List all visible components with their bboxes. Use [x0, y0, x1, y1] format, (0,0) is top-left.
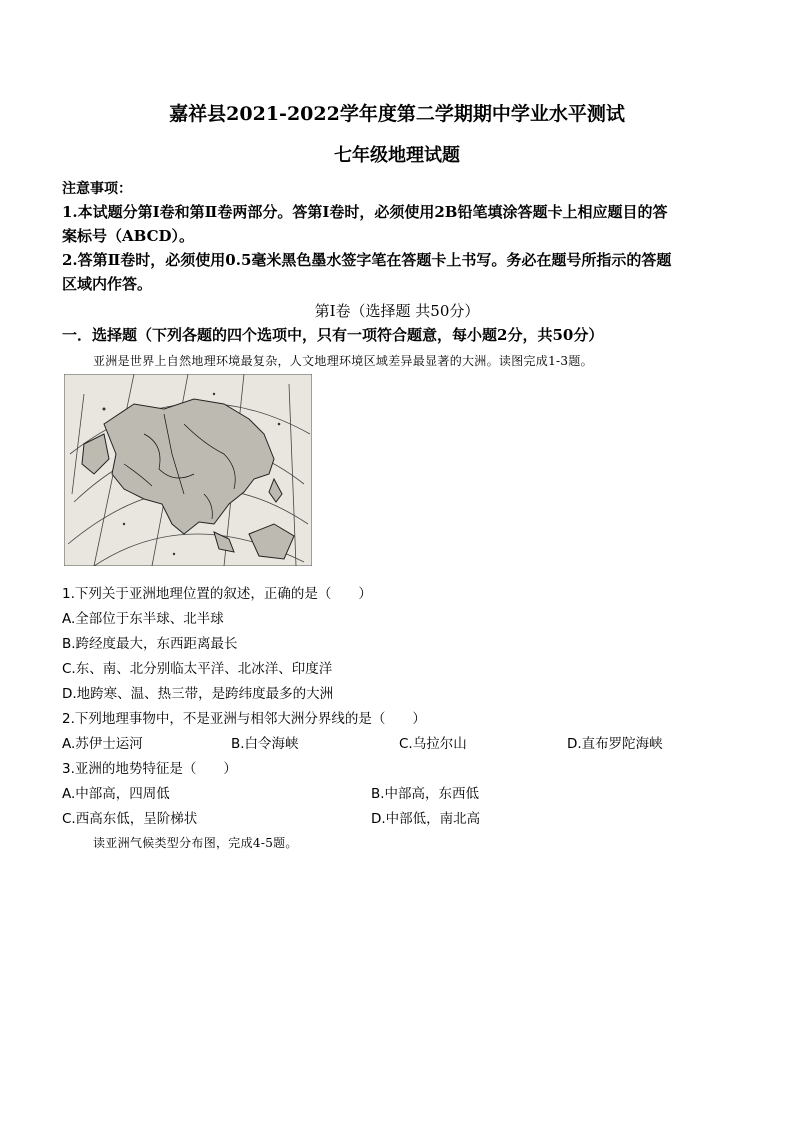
asia-map-image	[64, 374, 312, 566]
question-1-option-c[interactable]: C.东、南、北分别临太平洋、北冰洋、印度洋	[62, 661, 333, 677]
question-3-option-d[interactable]: D.中部低，南北高	[371, 811, 481, 827]
section-instruction: 一．选择题（下列各题的四个选项中，只有一项符合题意，每小题2分，共50分）	[62, 326, 604, 344]
question-group-intro-2: 读亚洲气候类型分布图，完成4-5题。	[93, 836, 298, 850]
question-2-option-b[interactable]: B.白令海峡	[231, 736, 299, 752]
question-1-option-b[interactable]: B.跨经度最大，东西距离最长	[62, 636, 238, 652]
question-3-option-c[interactable]: C.西高东低，呈阶梯状	[62, 811, 198, 827]
notice-item-2-line-2: 区域内作答。	[62, 275, 153, 293]
question-group-intro: 亚洲是世界上自然地理环境最复杂，人文地理环境区域差异最显著的大洲。读图完成1-3题。	[93, 354, 593, 368]
question-3-option-a[interactable]: A.中部高，四周低	[62, 786, 170, 802]
question-1-option-a[interactable]: A.全部位于东半球、北半球	[62, 611, 224, 627]
question-2-option-d[interactable]: D.直布罗陀海峡	[567, 736, 663, 752]
page-title: 嘉祥县2021-2022学年度第二学期期中学业水平测试	[169, 103, 625, 125]
question-3-stem: 3.亚洲的地势特征是（ ）	[62, 761, 237, 777]
notice-item-1-line-2: 案标号（ABCD）。	[62, 227, 195, 245]
question-2-option-a[interactable]: A.苏伊士运河	[62, 736, 143, 752]
page-subtitle: 七年级地理试题	[334, 145, 460, 166]
notice-item-1-line-1: 1.本试题分第Ⅰ卷和第Ⅱ卷两部分。答第Ⅰ卷时，必须使用2B铅笔填涂答题卡上相应题目的答	[62, 203, 668, 221]
question-1-stem: 1.下列关于亚洲地理位置的叙述，正确的是（ ）	[62, 586, 372, 602]
question-3-option-b[interactable]: B.中部高，东西低	[371, 786, 480, 802]
question-2-option-c[interactable]: C.乌拉尔山	[399, 736, 467, 752]
notice-heading: 注意事项：	[62, 181, 132, 197]
notice-item-2-line-1: 2.答第Ⅱ卷时，必须使用0.5毫米黑色墨水签字笔在答题卡上书写。务必在题号所指示的答题	[62, 251, 672, 269]
question-1-option-d[interactable]: D.地跨寒、温、热三带，是跨纬度最多的大洲	[62, 686, 334, 702]
question-2-stem: 2.下列地理事物中，不是亚洲与相邻大洲分界线的是（ ）	[62, 711, 426, 727]
section-title: 第Ⅰ卷（选择题 共50分）	[314, 302, 480, 320]
